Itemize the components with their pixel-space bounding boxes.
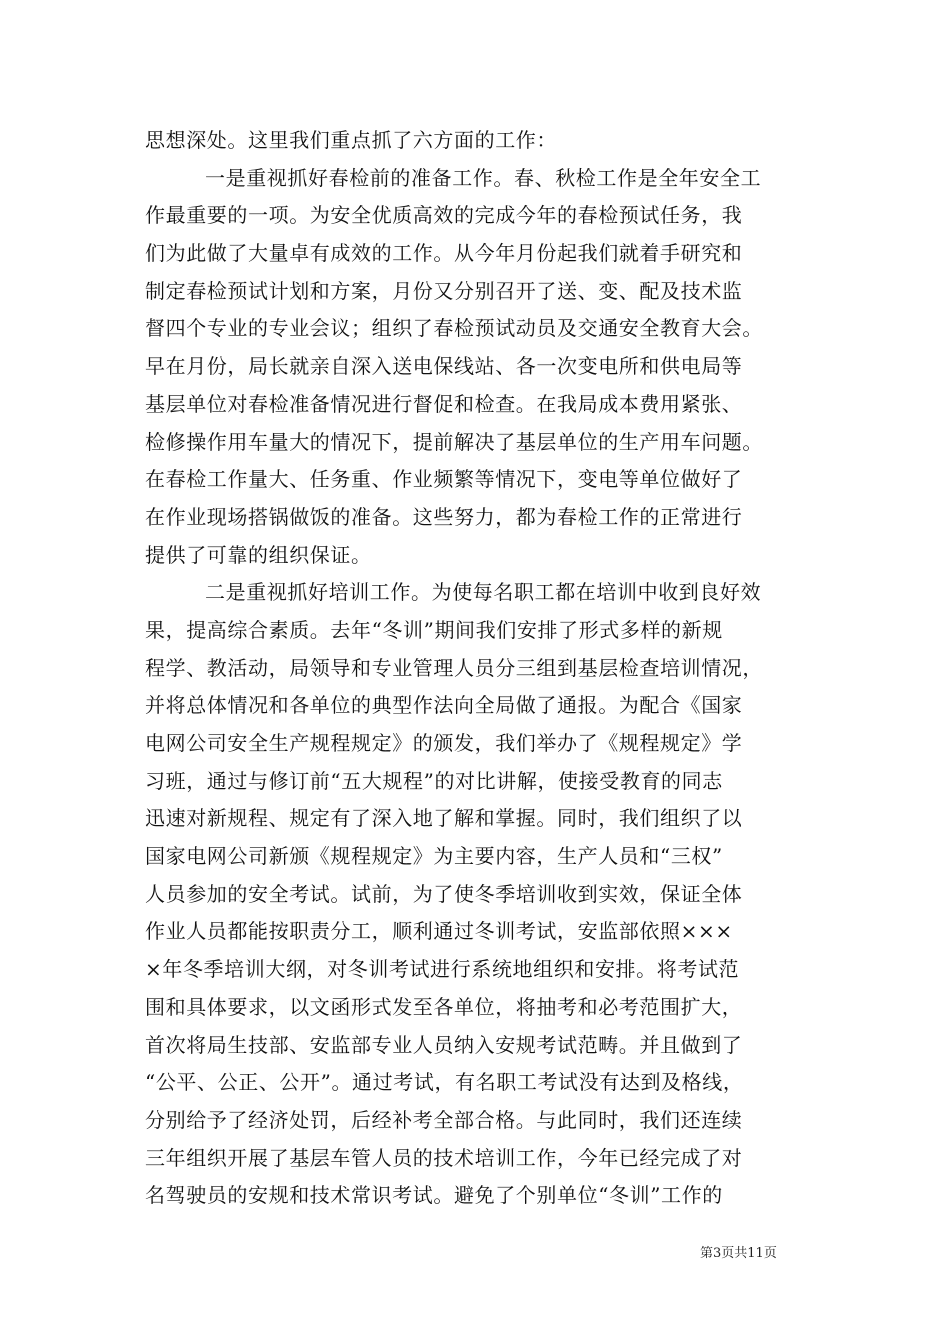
body-text xyxy=(145,122,820,1215)
paragraph-start-line: 一是重视抓好春检前的准备工作。春、秋检工作是全年安全工 xyxy=(205,165,762,190)
text-line: ×年冬季培训大纲，对冬训考试进行系统地组织和安排。将考试范 xyxy=(145,957,740,982)
text-line: 早在月份，局长就亲自深入送电保线站、各一次变电所和供电局等 xyxy=(145,354,743,379)
text-line: 检修操作用车量大的情况下，提前解决了基层单位的生产用车问题。 xyxy=(145,429,763,454)
text-line: 制定春检预试计划和方案，月份又分别召开了送、变、配及技术监 xyxy=(145,278,743,303)
text-line: 在作业现场搭锅做饭的准备。这些努力，都为春检工作的正常进行 xyxy=(145,504,743,529)
text-line: 基层单位对春检准备情况进行督促和检查。在我局成本费用紧张、 xyxy=(145,391,743,416)
text-line: 程学、教活动，局领导和专业管理人员分三组到基层检查培训情况， xyxy=(145,655,763,680)
paragraph-start-line: 二是重视抓好培训工作。为使每名职工都在培训中收到良好效 xyxy=(205,580,762,605)
text-line: 人员参加的安全考试。试前，为了使冬季培训收到实效，保证全体 xyxy=(145,881,743,906)
text-line: 名驾驶员的安规和技术常识考试。避免了个别单位“冬训”工作的 xyxy=(145,1183,723,1208)
text-line: 思想深处。这里我们重点抓了六方面的工作： xyxy=(145,128,557,152)
text-line: 三年组织开展了基层车管人员的技术培训工作，今年已经完成了对 xyxy=(145,1145,743,1170)
text-line: 围和具体要求，以文函形式发至各单位，将抽考和必考范围扩大， xyxy=(145,994,743,1019)
text-line: 在春检工作量大、任务重、作业频繁等情况下，变电等单位做好了 xyxy=(145,467,743,492)
text-line: 作最重要的一项。为安全优质高效的完成今年的春检预试任务，我 xyxy=(145,203,743,228)
text-line: 首次将局生技部、安监部专业人员纳入安规考试范畴。并且做到了 xyxy=(145,1032,743,1057)
text-line: 并将总体情况和各单位的典型作法向全局做了通报。为配合《国家 xyxy=(145,693,743,718)
text-line: 督四个专业的专业会议；组织了春检预试动员及交通安全教育大会。 xyxy=(145,316,763,341)
text-line: 果，提高综合素质。去年“冬训”期间我们安排了形式多样的新规 xyxy=(145,617,723,642)
text-line: 作业人员都能按职责分工，顺利通过冬训考试，安监部依照××× xyxy=(145,919,733,944)
text-line: 电网公司安全生产规程规定》的颁发，我们举办了《规程规定》学 xyxy=(145,731,743,755)
text-line: 迅速对新规程、规定有了深入地了解和掌握。同时，我们组织了以 xyxy=(145,806,743,831)
page-number-footer: 第3页共11页 xyxy=(700,1246,777,1261)
text-line: 习班，通过与修订前“五大规程”的对比讲解，使接受教育的同志 xyxy=(145,768,723,793)
text-line: 分别给予了经济处罚，后经补考全部合格。与此同时，我们还连续 xyxy=(145,1107,743,1132)
text-line: 国家电网公司新颁《规程规定》为主要内容，生产人员和“三权” xyxy=(145,844,723,869)
text-line: 们为此做了大量卓有成效的工作。从今年月份起我们就着手研究和 xyxy=(145,241,743,266)
text-line: “公平、公正、公开”。通过考试，有名职工考试没有达到及格线， xyxy=(145,1070,744,1095)
text-line: 提供了可靠的组织保证。 xyxy=(145,542,372,567)
